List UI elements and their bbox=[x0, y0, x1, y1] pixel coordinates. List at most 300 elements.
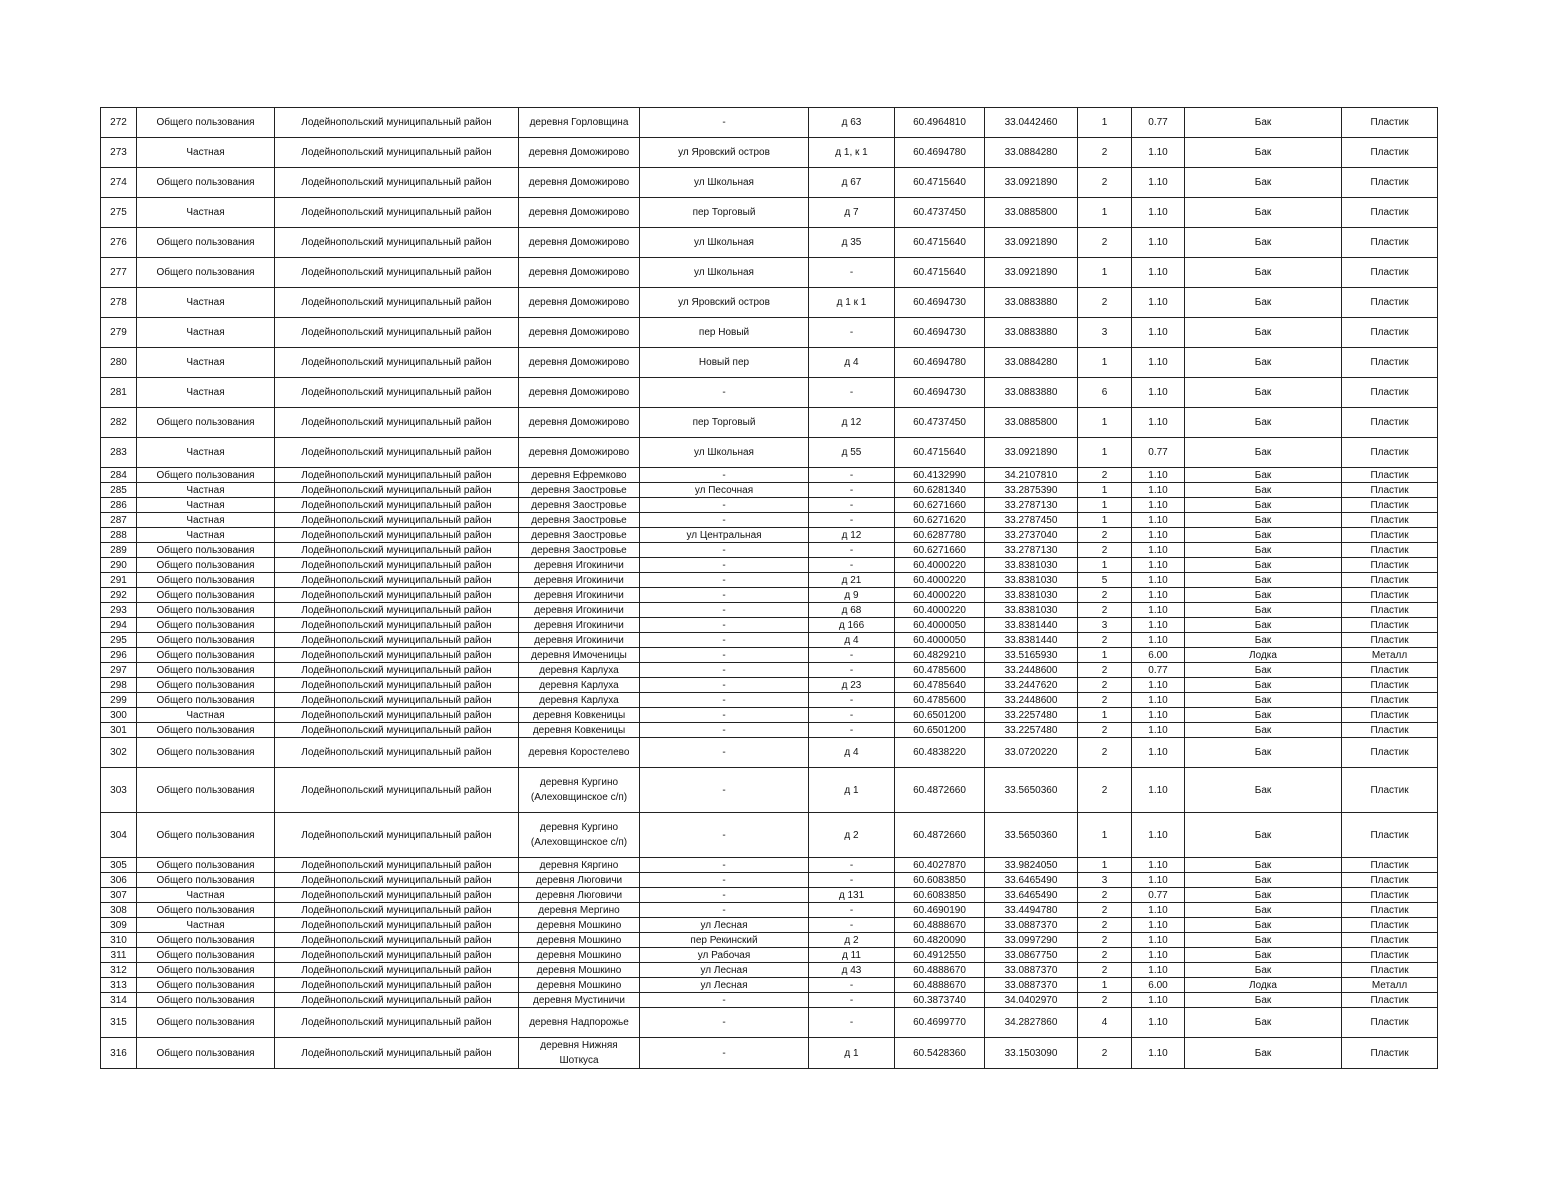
cell-row-number: 316 bbox=[101, 1038, 137, 1069]
cell-material: Пластик bbox=[1342, 993, 1438, 1008]
cell-longitude: 33.5650360 bbox=[985, 768, 1078, 813]
cell-row-number: 280 bbox=[101, 348, 137, 378]
cell-street: - bbox=[640, 498, 809, 513]
cell-settlement: деревня Горловщина bbox=[519, 108, 640, 138]
table-row bbox=[101, 498, 1438, 513]
table-row bbox=[101, 378, 1438, 408]
cell-longitude: 33.5650360 bbox=[985, 813, 1078, 858]
cell-row-number: 273 bbox=[101, 138, 137, 168]
table-row bbox=[101, 663, 1438, 678]
cell-container-count: 1 bbox=[1078, 558, 1132, 573]
cell-longitude: 33.2787130 bbox=[985, 543, 1078, 558]
cell-house: - bbox=[809, 513, 895, 528]
cell-settlement: деревня Кургино (Алеховщинское с/п) bbox=[519, 813, 640, 858]
cell-longitude: 33.0884280 bbox=[985, 348, 1078, 378]
cell-ownership: Частная bbox=[137, 498, 275, 513]
cell-volume: 1.10 bbox=[1132, 498, 1185, 513]
cell-district: Лодейнопольский муниципальный район bbox=[275, 813, 519, 858]
cell-district: Лодейнопольский муниципальный район bbox=[275, 468, 519, 483]
cell-district: Лодейнопольский муниципальный район bbox=[275, 108, 519, 138]
cell-row-number: 295 bbox=[101, 633, 137, 648]
cell-longitude: 33.0887370 bbox=[985, 918, 1078, 933]
cell-container-count: 1 bbox=[1078, 408, 1132, 438]
cell-volume: 1.10 bbox=[1132, 738, 1185, 768]
cell-latitude: 60.4964810 bbox=[895, 108, 985, 138]
cell-street: - bbox=[640, 723, 809, 738]
cell-container-type: Бак bbox=[1185, 558, 1342, 573]
cell-material: Пластик bbox=[1342, 633, 1438, 648]
cell-row-number: 302 bbox=[101, 738, 137, 768]
cell-container-count: 2 bbox=[1078, 633, 1132, 648]
cell-volume: 6.00 bbox=[1132, 648, 1185, 663]
cell-container-type: Бак bbox=[1185, 408, 1342, 438]
table-row bbox=[101, 513, 1438, 528]
cell-container-type: Бак bbox=[1185, 858, 1342, 873]
cell-container-count: 4 bbox=[1078, 1008, 1132, 1038]
cell-volume: 0.77 bbox=[1132, 888, 1185, 903]
cell-container-type: Бак bbox=[1185, 483, 1342, 498]
cell-container-count: 2 bbox=[1078, 138, 1132, 168]
cell-house: д 2 bbox=[809, 813, 895, 858]
cell-volume: 1.10 bbox=[1132, 933, 1185, 948]
cell-district: Лодейнопольский муниципальный район bbox=[275, 618, 519, 633]
table-row bbox=[101, 738, 1438, 768]
cell-volume: 1.10 bbox=[1132, 288, 1185, 318]
cell-container-type: Бак bbox=[1185, 288, 1342, 318]
cell-material: Пластик bbox=[1342, 468, 1438, 483]
cell-settlement: деревня Люговичи bbox=[519, 888, 640, 903]
cell-ownership: Общего пользования bbox=[137, 723, 275, 738]
cell-latitude: 60.4820090 bbox=[895, 933, 985, 948]
cell-material: Пластик bbox=[1342, 873, 1438, 888]
cell-container-type: Бак bbox=[1185, 528, 1342, 543]
cell-row-number: 283 bbox=[101, 438, 137, 468]
cell-container-type: Бак bbox=[1185, 678, 1342, 693]
cell-house: - bbox=[809, 693, 895, 708]
cell-longitude: 33.2448600 bbox=[985, 663, 1078, 678]
cell-latitude: 60.4888670 bbox=[895, 918, 985, 933]
cell-street: ул Лесная bbox=[640, 918, 809, 933]
cell-row-number: 303 bbox=[101, 768, 137, 813]
table-row bbox=[101, 873, 1438, 888]
cell-volume: 1.10 bbox=[1132, 813, 1185, 858]
cell-volume: 1.10 bbox=[1132, 903, 1185, 918]
cell-container-type: Бак bbox=[1185, 933, 1342, 948]
cell-container-count: 2 bbox=[1078, 693, 1132, 708]
cell-ownership: Общего пользования bbox=[137, 228, 275, 258]
cell-row-number: 315 bbox=[101, 1008, 137, 1038]
cell-material: Пластик bbox=[1342, 438, 1438, 468]
cell-row-number: 301 bbox=[101, 723, 137, 738]
cell-row-number: 310 bbox=[101, 933, 137, 948]
cell-street: пер Торговый bbox=[640, 408, 809, 438]
cell-longitude: 33.0885800 bbox=[985, 408, 1078, 438]
cell-container-count: 1 bbox=[1078, 438, 1132, 468]
cell-row-number: 314 bbox=[101, 993, 137, 1008]
table-row bbox=[101, 918, 1438, 933]
cell-volume: 0.77 bbox=[1132, 438, 1185, 468]
cell-volume: 1.10 bbox=[1132, 693, 1185, 708]
cell-settlement: деревня Мошкино bbox=[519, 948, 640, 963]
cell-district: Лодейнопольский муниципальный район bbox=[275, 528, 519, 543]
cell-district: Лодейнопольский муниципальный район bbox=[275, 1008, 519, 1038]
cell-house: д 131 bbox=[809, 888, 895, 903]
cell-latitude: 60.4872660 bbox=[895, 768, 985, 813]
cell-container-type: Бак bbox=[1185, 603, 1342, 618]
table-row bbox=[101, 768, 1438, 813]
table-row bbox=[101, 963, 1438, 978]
cell-street: ул Школьная bbox=[640, 438, 809, 468]
cell-container-count: 2 bbox=[1078, 678, 1132, 693]
cell-container-type: Лодка bbox=[1185, 648, 1342, 663]
cell-material: Пластик bbox=[1342, 903, 1438, 918]
cell-volume: 1.10 bbox=[1132, 138, 1185, 168]
cell-latitude: 60.5428360 bbox=[895, 1038, 985, 1069]
cell-latitude: 60.4000050 bbox=[895, 618, 985, 633]
cell-street: - bbox=[640, 768, 809, 813]
table-row bbox=[101, 618, 1438, 633]
table-row bbox=[101, 438, 1438, 468]
cell-house: - bbox=[809, 483, 895, 498]
table-row bbox=[101, 648, 1438, 663]
cell-row-number: 281 bbox=[101, 378, 137, 408]
cell-material: Пластик bbox=[1342, 408, 1438, 438]
cell-settlement: деревня Доможирово bbox=[519, 288, 640, 318]
cell-container-type: Бак bbox=[1185, 993, 1342, 1008]
cell-volume: 1.10 bbox=[1132, 993, 1185, 1008]
table-row bbox=[101, 318, 1438, 348]
cell-house: - bbox=[809, 873, 895, 888]
cell-longitude: 34.2107810 bbox=[985, 468, 1078, 483]
cell-latitude: 60.3873740 bbox=[895, 993, 985, 1008]
cell-district: Лодейнопольский муниципальный район bbox=[275, 933, 519, 948]
table-row bbox=[101, 528, 1438, 543]
cell-latitude: 60.4715640 bbox=[895, 168, 985, 198]
cell-house: - bbox=[809, 978, 895, 993]
cell-longitude: 33.8381440 bbox=[985, 618, 1078, 633]
cell-street: ул Школьная bbox=[640, 228, 809, 258]
cell-container-type: Бак bbox=[1185, 318, 1342, 348]
cell-container-count: 2 bbox=[1078, 543, 1132, 558]
cell-material: Пластик bbox=[1342, 618, 1438, 633]
cell-district: Лодейнопольский муниципальный район bbox=[275, 693, 519, 708]
cell-district: Лодейнопольский муниципальный район bbox=[275, 498, 519, 513]
cell-district: Лодейнопольский муниципальный район bbox=[275, 603, 519, 618]
cell-district: Лодейнопольский муниципальный район bbox=[275, 198, 519, 228]
cell-ownership: Общего пользования bbox=[137, 408, 275, 438]
cell-latitude: 60.4699770 bbox=[895, 1008, 985, 1038]
cell-container-type: Бак bbox=[1185, 813, 1342, 858]
cell-row-number: 306 bbox=[101, 873, 137, 888]
cell-district: Лодейнопольский муниципальный район bbox=[275, 483, 519, 498]
cell-volume: 1.10 bbox=[1132, 618, 1185, 633]
cell-latitude: 60.4694780 bbox=[895, 348, 985, 378]
cell-row-number: 278 bbox=[101, 288, 137, 318]
cell-district: Лодейнопольский муниципальный район bbox=[275, 738, 519, 768]
cell-longitude: 33.2875390 bbox=[985, 483, 1078, 498]
cell-longitude: 33.2787130 bbox=[985, 498, 1078, 513]
cell-ownership: Общего пользования bbox=[137, 693, 275, 708]
cell-ownership: Общего пользования bbox=[137, 663, 275, 678]
cell-latitude: 60.4912550 bbox=[895, 948, 985, 963]
cell-street: - bbox=[640, 633, 809, 648]
cell-longitude: 33.8381030 bbox=[985, 573, 1078, 588]
cell-latitude: 60.4785600 bbox=[895, 693, 985, 708]
cell-container-count: 1 bbox=[1078, 348, 1132, 378]
cell-district: Лодейнопольский муниципальный район bbox=[275, 543, 519, 558]
cell-material: Пластик bbox=[1342, 498, 1438, 513]
cell-ownership: Частная bbox=[137, 918, 275, 933]
cell-ownership: Общего пользования bbox=[137, 468, 275, 483]
cell-row-number: 291 bbox=[101, 573, 137, 588]
cell-street: - bbox=[640, 813, 809, 858]
cell-house: д 63 bbox=[809, 108, 895, 138]
cell-settlement: деревня Игокиничи bbox=[519, 573, 640, 588]
cell-settlement: деревня Кургино (Алеховщинское с/п) bbox=[519, 768, 640, 813]
cell-street: пер Торговый bbox=[640, 198, 809, 228]
cell-settlement: деревня Карлуха bbox=[519, 693, 640, 708]
table-row bbox=[101, 948, 1438, 963]
cell-row-number: 298 bbox=[101, 678, 137, 693]
cell-material: Пластик bbox=[1342, 258, 1438, 288]
cell-ownership: Общего пользования bbox=[137, 1038, 275, 1069]
cell-street: - bbox=[640, 663, 809, 678]
cell-ownership: Частная bbox=[137, 348, 275, 378]
table-row bbox=[101, 138, 1438, 168]
cell-street: - bbox=[640, 588, 809, 603]
cell-material: Пластик bbox=[1342, 483, 1438, 498]
cell-ownership: Общего пользования bbox=[137, 858, 275, 873]
cell-house: - bbox=[809, 318, 895, 348]
cell-house: д 1, к 1 bbox=[809, 138, 895, 168]
cell-ownership: Частная bbox=[137, 438, 275, 468]
cell-house: д 4 bbox=[809, 633, 895, 648]
cell-street: - bbox=[640, 468, 809, 483]
cell-latitude: 60.4785640 bbox=[895, 678, 985, 693]
cell-longitude: 33.0867750 bbox=[985, 948, 1078, 963]
cell-longitude: 33.8381030 bbox=[985, 588, 1078, 603]
cell-settlement: деревня Карлуха bbox=[519, 678, 640, 693]
cell-settlement: деревня Доможирово bbox=[519, 138, 640, 168]
table-row bbox=[101, 678, 1438, 693]
cell-street: - bbox=[640, 603, 809, 618]
cell-district: Лодейнопольский муниципальный район bbox=[275, 438, 519, 468]
cell-material: Пластик bbox=[1342, 138, 1438, 168]
table-row bbox=[101, 258, 1438, 288]
table-row bbox=[101, 228, 1438, 258]
cell-district: Лодейнопольский муниципальный район bbox=[275, 633, 519, 648]
table-row bbox=[101, 408, 1438, 438]
cell-container-count: 1 bbox=[1078, 108, 1132, 138]
cell-container-count: 2 bbox=[1078, 168, 1132, 198]
cell-house: д 1 к 1 bbox=[809, 288, 895, 318]
cell-container-type: Бак bbox=[1185, 963, 1342, 978]
cell-container-type: Бак bbox=[1185, 693, 1342, 708]
cell-settlement: деревня Нижняя Шоткуса bbox=[519, 1038, 640, 1069]
table-row bbox=[101, 708, 1438, 723]
cell-latitude: 60.6281340 bbox=[895, 483, 985, 498]
cell-latitude: 60.6501200 bbox=[895, 708, 985, 723]
cell-container-count: 1 bbox=[1078, 978, 1132, 993]
cell-street: ул Рабочая bbox=[640, 948, 809, 963]
table-row bbox=[101, 108, 1438, 138]
cell-street: - bbox=[640, 378, 809, 408]
cell-latitude: 60.4027870 bbox=[895, 858, 985, 873]
cell-house: - bbox=[809, 993, 895, 1008]
cell-district: Лодейнопольский муниципальный район bbox=[275, 858, 519, 873]
cell-settlement: деревня Игокиничи bbox=[519, 618, 640, 633]
cell-longitude: 33.0997290 bbox=[985, 933, 1078, 948]
cell-street: - bbox=[640, 903, 809, 918]
cell-material: Пластик bbox=[1342, 738, 1438, 768]
cell-latitude: 60.4872660 bbox=[895, 813, 985, 858]
cell-house: д 166 bbox=[809, 618, 895, 633]
cell-container-type: Бак bbox=[1185, 633, 1342, 648]
cell-latitude: 60.4737450 bbox=[895, 198, 985, 228]
cell-street: ул Лесная bbox=[640, 978, 809, 993]
cell-volume: 1.10 bbox=[1132, 963, 1185, 978]
cell-settlement: деревня Кяргино bbox=[519, 858, 640, 873]
cell-settlement: деревня Мергино bbox=[519, 903, 640, 918]
cell-latitude: 60.6271620 bbox=[895, 513, 985, 528]
cell-longitude: 33.2448600 bbox=[985, 693, 1078, 708]
cell-ownership: Общего пользования bbox=[137, 948, 275, 963]
cell-longitude: 33.0883880 bbox=[985, 288, 1078, 318]
cell-container-count: 1 bbox=[1078, 483, 1132, 498]
cell-row-number: 287 bbox=[101, 513, 137, 528]
cell-volume: 1.10 bbox=[1132, 513, 1185, 528]
cell-street: - bbox=[640, 543, 809, 558]
cell-ownership: Общего пользования bbox=[137, 978, 275, 993]
cell-longitude: 33.0442460 bbox=[985, 108, 1078, 138]
cell-container-count: 2 bbox=[1078, 738, 1132, 768]
cell-house: - bbox=[809, 258, 895, 288]
cell-row-number: 311 bbox=[101, 948, 137, 963]
cell-street: - bbox=[640, 678, 809, 693]
cell-latitude: 60.4000220 bbox=[895, 603, 985, 618]
cell-volume: 1.10 bbox=[1132, 948, 1185, 963]
cell-container-count: 2 bbox=[1078, 918, 1132, 933]
cell-house: - bbox=[809, 708, 895, 723]
cell-ownership: Общего пользования bbox=[137, 168, 275, 198]
cell-container-type: Бак bbox=[1185, 768, 1342, 813]
cell-container-type: Бак bbox=[1185, 723, 1342, 738]
cell-row-number: 277 bbox=[101, 258, 137, 288]
table-row bbox=[101, 993, 1438, 1008]
cell-district: Лодейнопольский муниципальный район bbox=[275, 963, 519, 978]
table-row bbox=[101, 348, 1438, 378]
cell-house: д 43 bbox=[809, 963, 895, 978]
cell-volume: 1.10 bbox=[1132, 873, 1185, 888]
cell-container-count: 1 bbox=[1078, 498, 1132, 513]
cell-material: Пластик bbox=[1342, 228, 1438, 258]
cell-settlement: деревня Мошкино bbox=[519, 933, 640, 948]
cell-container-type: Бак bbox=[1185, 198, 1342, 228]
cell-latitude: 60.4000220 bbox=[895, 588, 985, 603]
cell-settlement: деревня Коростелево bbox=[519, 738, 640, 768]
cell-ownership: Общего пользования bbox=[137, 933, 275, 948]
cell-volume: 1.10 bbox=[1132, 678, 1185, 693]
cell-ownership: Общего пользования bbox=[137, 813, 275, 858]
cell-latitude: 60.4000220 bbox=[895, 558, 985, 573]
cell-ownership: Частная bbox=[137, 318, 275, 348]
cell-container-count: 2 bbox=[1078, 468, 1132, 483]
cell-container-type: Бак bbox=[1185, 918, 1342, 933]
cell-latitude: 60.4737450 bbox=[895, 408, 985, 438]
cell-row-number: 285 bbox=[101, 483, 137, 498]
cell-district: Лодейнопольский муниципальный район bbox=[275, 993, 519, 1008]
cell-volume: 6.00 bbox=[1132, 978, 1185, 993]
cell-container-type: Бак bbox=[1185, 138, 1342, 168]
cell-row-number: 275 bbox=[101, 198, 137, 228]
cell-volume: 1.10 bbox=[1132, 603, 1185, 618]
cell-row-number: 274 bbox=[101, 168, 137, 198]
cell-settlement: деревня Мошкино bbox=[519, 978, 640, 993]
cell-settlement: деревня Мустиничи bbox=[519, 993, 640, 1008]
cell-street: ул Школьная bbox=[640, 168, 809, 198]
cell-container-count: 2 bbox=[1078, 993, 1132, 1008]
cell-longitude: 33.0884280 bbox=[985, 138, 1078, 168]
cell-ownership: Общего пользования bbox=[137, 648, 275, 663]
table-row bbox=[101, 723, 1438, 738]
cell-volume: 1.10 bbox=[1132, 258, 1185, 288]
cell-ownership: Общего пользования bbox=[137, 678, 275, 693]
cell-latitude: 60.4694730 bbox=[895, 288, 985, 318]
cell-street: - bbox=[640, 1008, 809, 1038]
cell-latitude: 60.6501200 bbox=[895, 723, 985, 738]
cell-longitude: 33.2257480 bbox=[985, 708, 1078, 723]
cell-district: Лодейнопольский муниципальный район bbox=[275, 588, 519, 603]
cell-latitude: 60.4694730 bbox=[895, 318, 985, 348]
cell-row-number: 299 bbox=[101, 693, 137, 708]
cell-material: Пластик bbox=[1342, 858, 1438, 873]
cell-street: - bbox=[640, 693, 809, 708]
cell-row-number: 296 bbox=[101, 648, 137, 663]
cell-volume: 1.10 bbox=[1132, 558, 1185, 573]
cell-longitude: 33.0921890 bbox=[985, 438, 1078, 468]
table-row bbox=[101, 978, 1438, 993]
cell-settlement: деревня Доможирово bbox=[519, 258, 640, 288]
cell-latitude: 60.4888670 bbox=[895, 978, 985, 993]
cell-ownership: Общего пользования bbox=[137, 618, 275, 633]
cell-ownership: Общего пользования bbox=[137, 108, 275, 138]
cell-volume: 1.10 bbox=[1132, 318, 1185, 348]
cell-longitude: 33.0883880 bbox=[985, 318, 1078, 348]
cell-container-type: Бак bbox=[1185, 468, 1342, 483]
cell-container-type: Бак bbox=[1185, 168, 1342, 198]
cell-material: Пластик bbox=[1342, 933, 1438, 948]
cell-volume: 1.10 bbox=[1132, 468, 1185, 483]
cell-row-number: 300 bbox=[101, 708, 137, 723]
cell-house: - bbox=[809, 378, 895, 408]
cell-street: - bbox=[640, 993, 809, 1008]
cell-row-number: 304 bbox=[101, 813, 137, 858]
cell-latitude: 60.4694730 bbox=[895, 378, 985, 408]
cell-volume: 1.10 bbox=[1132, 198, 1185, 228]
cell-house: д 55 bbox=[809, 438, 895, 468]
cell-longitude: 33.6465490 bbox=[985, 888, 1078, 903]
cell-volume: 1.10 bbox=[1132, 1008, 1185, 1038]
cell-ownership: Частная bbox=[137, 483, 275, 498]
cell-material: Пластик bbox=[1342, 663, 1438, 678]
cell-container-count: 2 bbox=[1078, 1038, 1132, 1069]
cell-longitude: 33.8381030 bbox=[985, 558, 1078, 573]
cell-district: Лодейнопольский муниципальный район bbox=[275, 888, 519, 903]
cell-material: Пластик bbox=[1342, 678, 1438, 693]
cell-settlement: деревня Ефремково bbox=[519, 468, 640, 483]
table-row bbox=[101, 483, 1438, 498]
cell-latitude: 60.4715640 bbox=[895, 258, 985, 288]
